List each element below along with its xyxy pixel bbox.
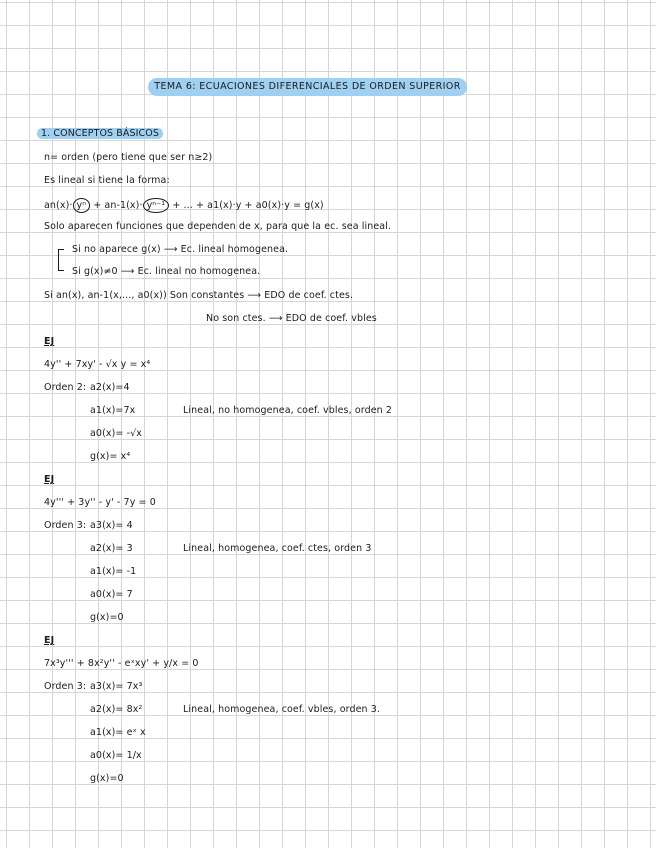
nonhomogeneous-case: Si g(x)≠0 ⟶ Ec. lineal no homogenea.: [72, 266, 261, 277]
variable-coef-line: No son ctes. ⟶ EDO de coef. vbles: [206, 313, 377, 324]
order-definition: n= orden (pero tiene que ser n≥2): [44, 152, 213, 163]
coef-a3: a3(x)= 7x³: [90, 681, 143, 692]
example-equation: 4y''' + 3y'' - y' - 7y = 0: [44, 497, 156, 508]
coef-a2: a2(x)= 8x²: [90, 704, 143, 715]
equation-part: + an-1(x)·: [90, 200, 143, 211]
circled-term: yⁿ: [73, 198, 91, 213]
example-order: Orden 3:: [44, 681, 87, 692]
coef-a0: a0(x)= -√x: [90, 428, 142, 439]
example-label: EJ: [44, 474, 55, 485]
coef-g: g(x)=0: [90, 612, 124, 623]
example-equation: 4y'' + 7xy' - √x y = x⁴: [44, 359, 151, 370]
example-result: Lineal, no homogenea, coef. vbles, orden 2: [183, 405, 393, 416]
circled-term: yⁿ⁻¹: [143, 198, 170, 213]
constant-coef-line: Si an(x), an-1(x,..., a0(x)) Son constantes ⟶ EDO de coef. ctes.: [44, 290, 354, 301]
section-heading: [37, 128, 163, 140]
coef-a1: a1(x)= eˣ x: [90, 727, 146, 738]
coef-a2: a2(x)= 3: [90, 543, 133, 554]
example-label: EJ: [44, 336, 55, 347]
homogeneous-case: Si no aparece g(x) ⟶ Ec. lineal homogenea.: [72, 244, 289, 255]
coef-g: g(x)=0: [90, 773, 124, 784]
example-label: EJ: [44, 635, 55, 646]
coef-a0: a0(x)= 1/x: [90, 750, 142, 761]
example-result: Lineal, homogenea, coef. vbles, orden 3.: [183, 704, 381, 715]
example-order: Orden 3:: [44, 520, 87, 531]
coef-a1: a1(x)= -1: [90, 566, 137, 577]
section-heading-text: 1. CONCEPTOS BÁSICOS: [37, 128, 163, 139]
example-equation: 7x³y''' + 8x²y'' - eˣxy' + y/x = 0: [44, 658, 199, 669]
equation-part: + ... + a1(x)·y + a0(x)·y = g(x): [169, 200, 324, 211]
example-result: Lineal, homogenea, coef. ctes, orden 3: [183, 543, 372, 554]
equation-part: an(x)·: [44, 200, 73, 211]
coef-a0: a0(x)= 7: [90, 589, 133, 600]
page-title: TEMA 6: ECUACIONES DIFERENCIALES DE ORDEN SUPERIOR: [148, 78, 467, 96]
coef-a3: a3(x)= 4: [90, 520, 133, 531]
linear-form-equation: [44, 198, 324, 213]
example-order: Orden 2:: [44, 382, 87, 393]
linear-condition: Es lineal si tiene la forma:: [44, 175, 170, 186]
coefficient-note: Solo aparecen funciones que dependen de x, para que la ec. sea lineal.: [44, 221, 392, 232]
coef-a1: a1(x)=7x: [90, 405, 136, 416]
bracket-mark: [58, 249, 64, 271]
coef-g: g(x)= x⁴: [90, 451, 131, 462]
coef-a2: a2(x)=4: [90, 382, 130, 393]
